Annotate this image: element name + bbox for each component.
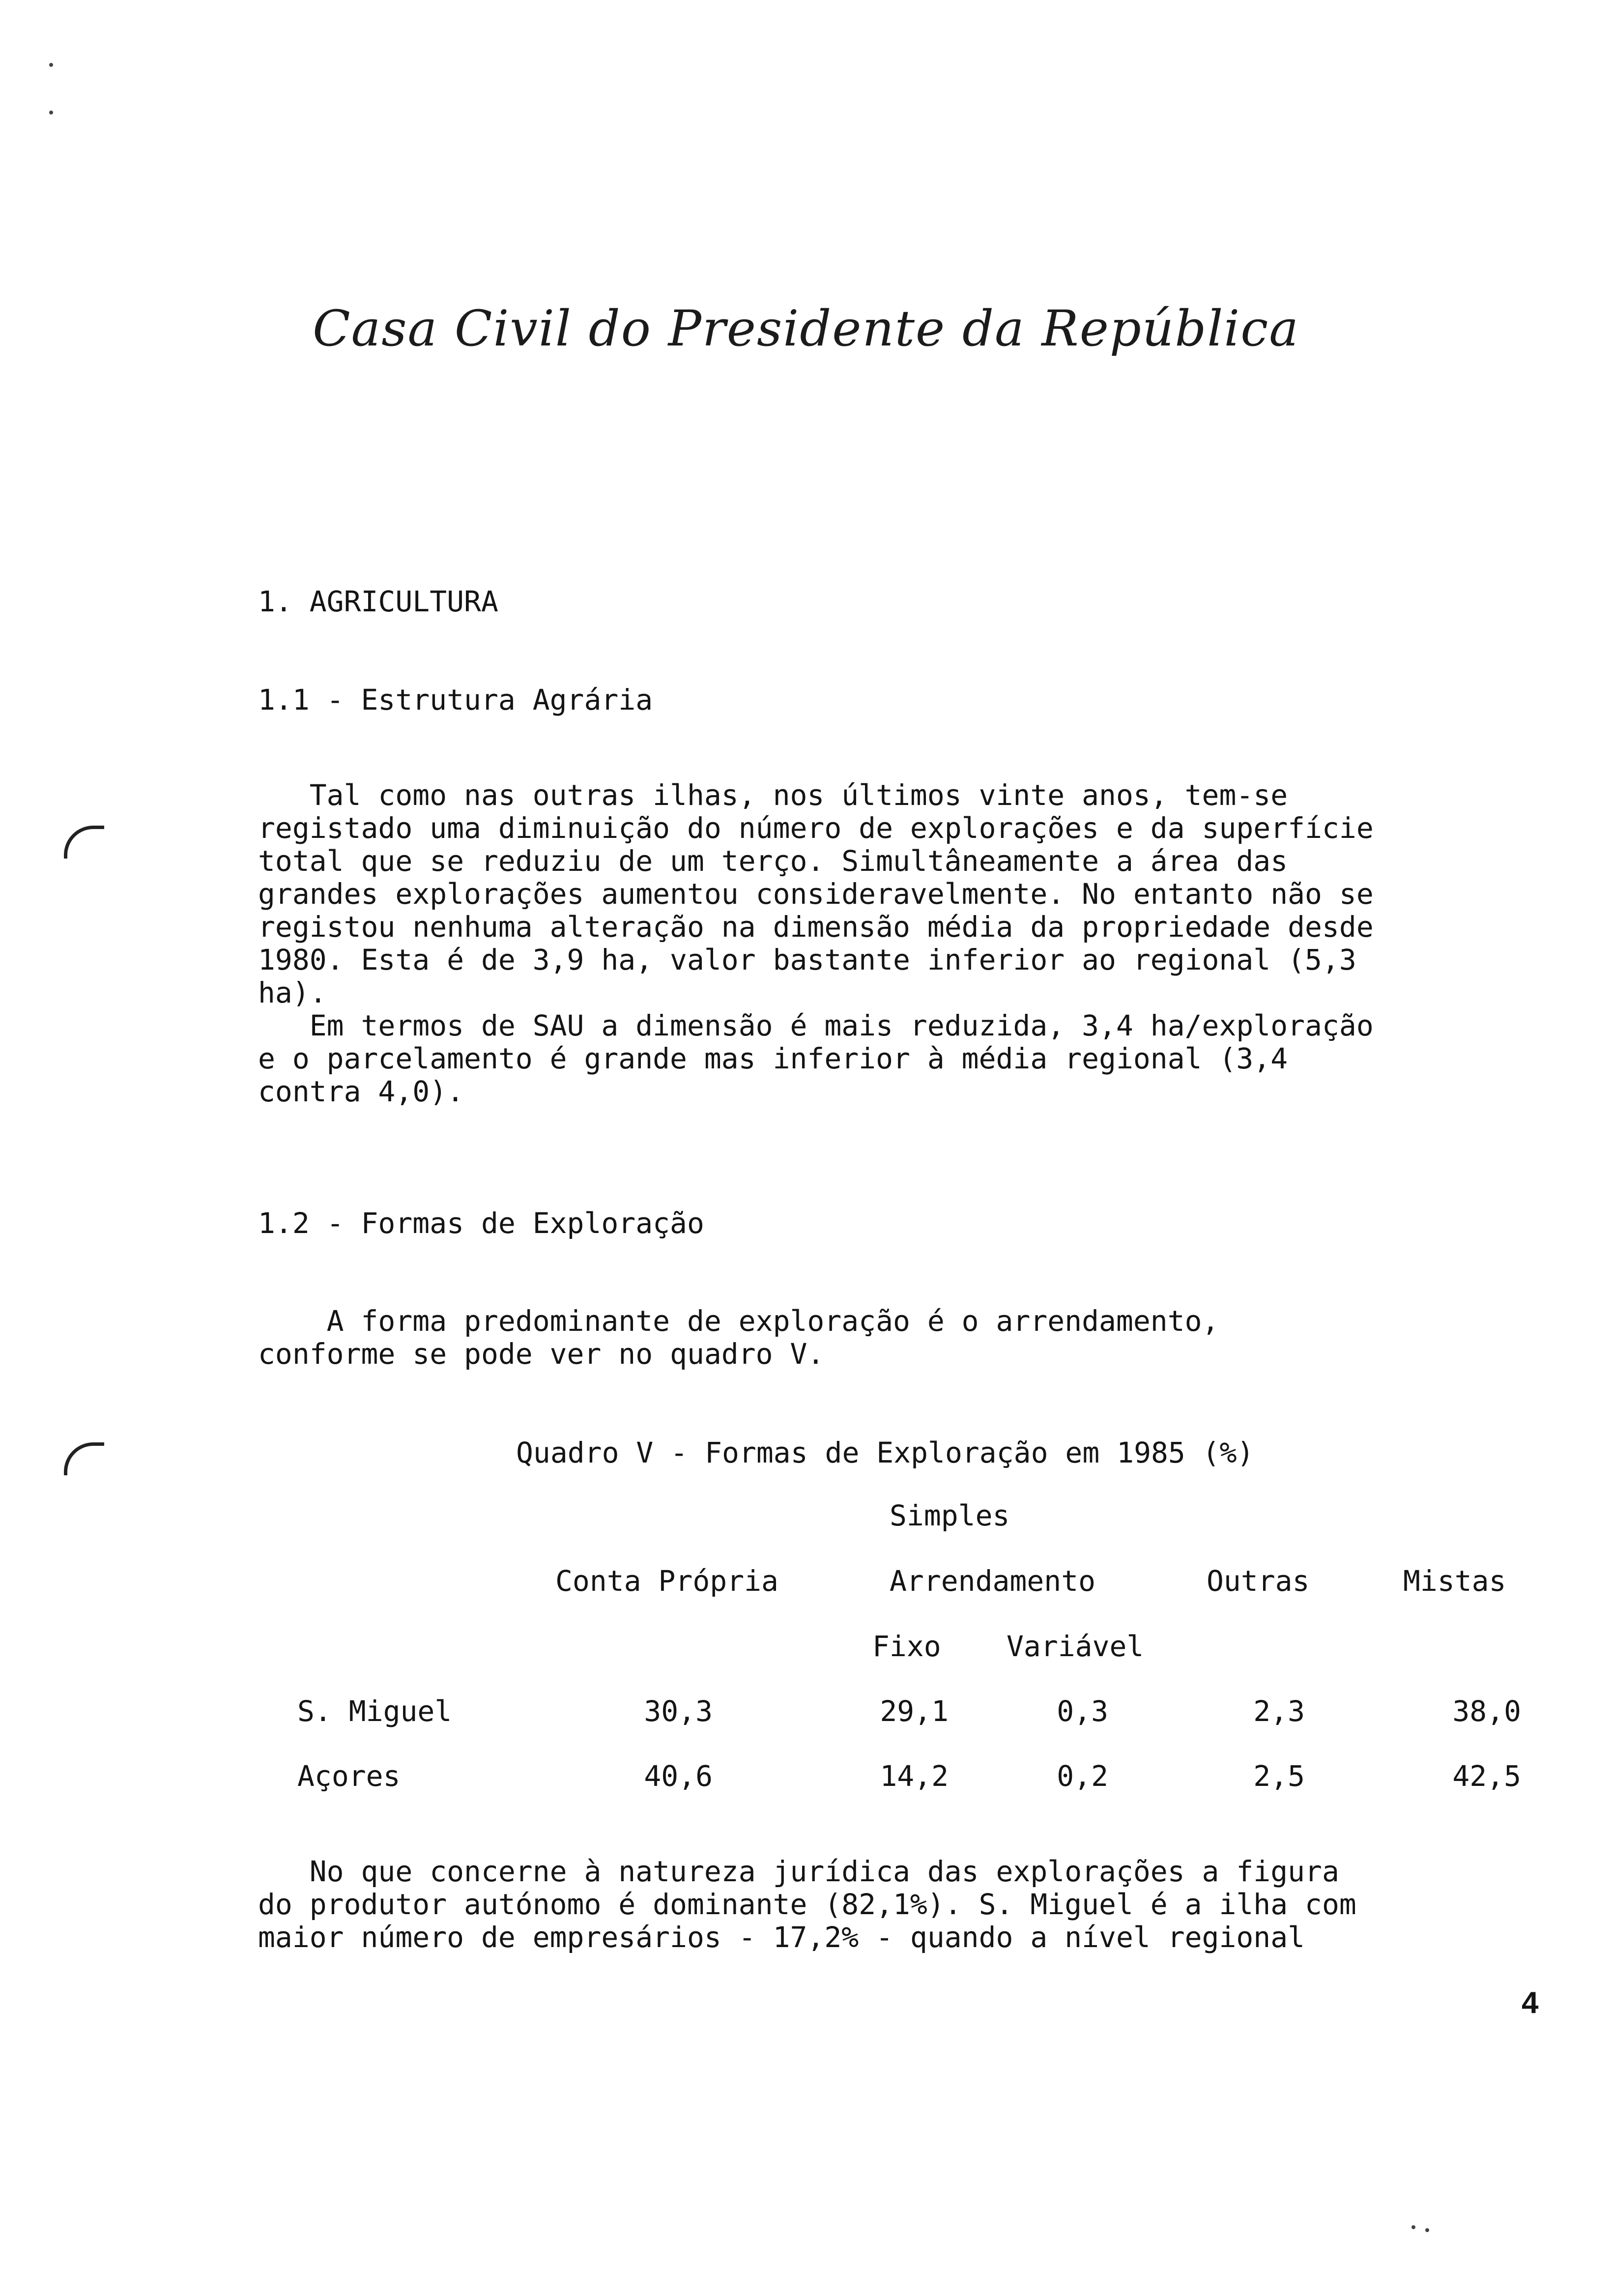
table-cell-outras: 2,5 <box>1253 1759 1305 1793</box>
table-cell-conta-propria: 40,6 <box>644 1759 713 1793</box>
text-line: conforme se pode ver no quadro V. <box>258 1337 825 1371</box>
table-cell-conta-propria: 30,3 <box>644 1694 713 1728</box>
table-cell-mistas: 38,0 <box>1452 1694 1521 1728</box>
section-title-formas-exploracao: 1.2 - Formas de Exploração <box>258 1206 704 1240</box>
table-header-outras: Outras <box>1207 1564 1310 1598</box>
text-line: A forma predominante de exploração é o arrendamento, <box>258 1304 1219 1338</box>
scan-dot <box>49 111 53 115</box>
page-number: 4 <box>1522 1986 1539 2020</box>
table-cell-mistas: 42,5 <box>1452 1759 1521 1793</box>
text-line: 1980. Esta é de 3,9 ha, valor bastante inferior ao regional (5,3 <box>258 943 1356 976</box>
table-cell-outras: 2,3 <box>1253 1694 1305 1728</box>
table-header-conta-propria: Conta Própria <box>555 1564 778 1598</box>
table-header-fixo: Fixo <box>872 1630 941 1663</box>
table-header-variavel: Variável <box>1007 1630 1144 1663</box>
table-caption: Quadro V - Formas de Exploração em 1985 (%) <box>516 1436 1254 1469</box>
table-cell-variavel: 0,2 <box>1057 1759 1108 1793</box>
text-line: registado uma diminuição do número de explorações e da superfície <box>258 811 1374 845</box>
scan-dot <box>1425 2228 1429 2232</box>
text-line: registou nenhuma alteração na dimensão média da propriedade desde <box>258 910 1374 944</box>
punch-hole-mark <box>64 1442 104 1475</box>
text-line: contra 4,0). <box>258 1075 464 1108</box>
scan-dot <box>1411 2225 1415 2229</box>
punch-hole-mark <box>64 826 104 859</box>
paragraph-natureza-juridica <box>258 1855 1356 1954</box>
text-line: do produtor autónomo é dominante (82,1%). S. Miguel é a ilha com <box>258 1888 1356 1921</box>
text-line: total que se reduziu de um terço. Simultâneamente a área das <box>258 844 1288 878</box>
table-cell-fixo: 14,2 <box>880 1759 949 1793</box>
table-cell-variavel: 0,3 <box>1057 1694 1108 1728</box>
text-line: No que concerne à natureza jurídica das explorações a figura <box>258 1855 1339 1888</box>
table-cell-fixo: 29,1 <box>880 1694 949 1728</box>
paragraph-estrutura-agraria <box>258 779 1374 1108</box>
table-header-arrendamento: Arrendamento <box>890 1564 1096 1598</box>
paragraph-formas-exploracao <box>258 1305 1219 1371</box>
table-row-label-acores: Açores <box>297 1759 401 1793</box>
scan-dot <box>49 63 53 67</box>
text-line: e o parcelamento é grande mas inferior à média regional (3,4 <box>258 1042 1288 1075</box>
letterhead: Casa Civil do Presidente da República <box>313 300 1299 357</box>
table-row-label-s-miguel: S. Miguel <box>297 1694 452 1728</box>
text-line: maior número de empresários - 17,2% - quando a nível regional <box>258 1921 1305 1954</box>
text-line: ha). <box>258 976 327 1009</box>
section-title-agricultura: 1. AGRICULTURA <box>258 585 498 618</box>
table-group-header-simples: Simples <box>890 1499 1010 1532</box>
table-header-mistas: Mistas <box>1403 1564 1506 1598</box>
text-line: grandes explorações aumentou consideravelmente. No entanto não se <box>258 877 1374 911</box>
text-line: Tal como nas outras ilhas, nos últimos vinte anos, tem-se <box>258 778 1288 812</box>
text-line: Em termos de SAU a dimensão é mais reduzida, 3,4 ha/exploração <box>258 1009 1374 1042</box>
section-title-estrutura-agraria: 1.1 - Estrutura Agrária <box>258 683 653 717</box>
